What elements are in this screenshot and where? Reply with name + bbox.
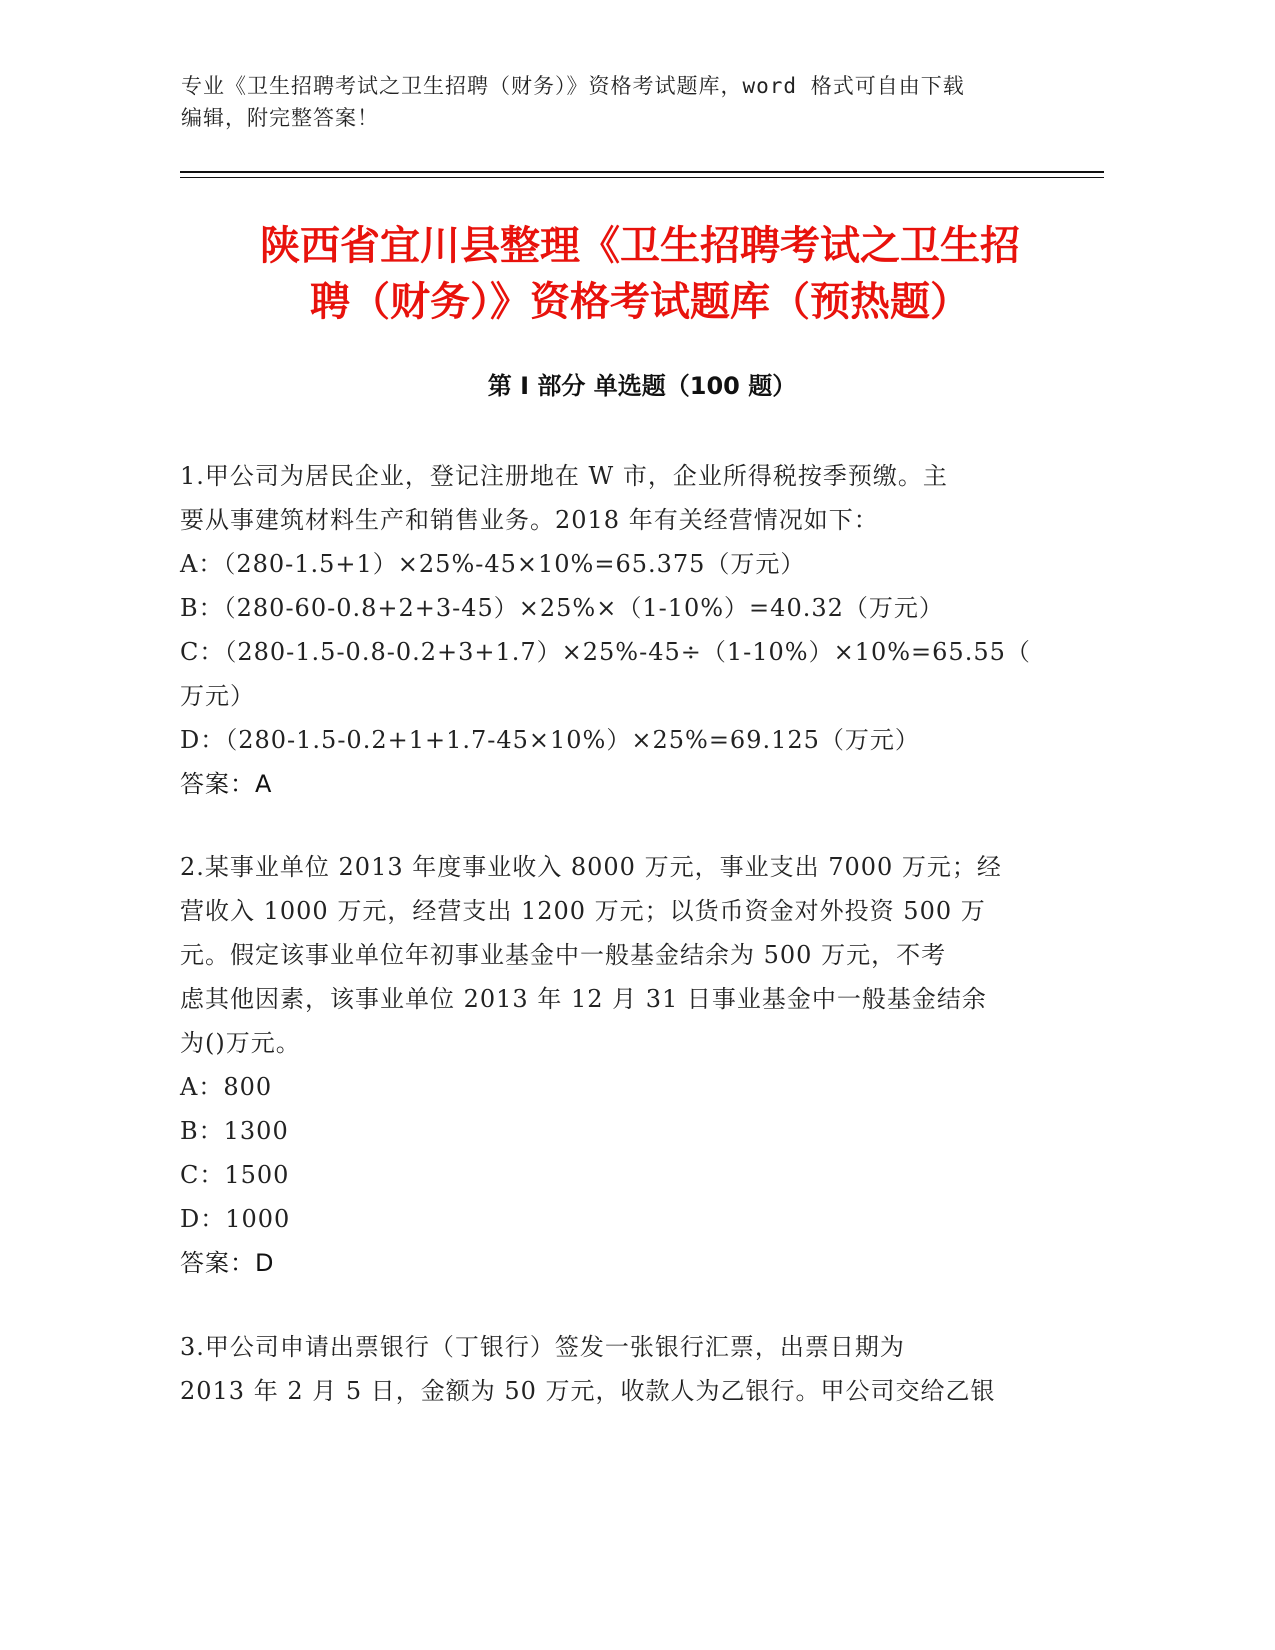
question-3 (180, 1325, 1040, 1413)
section-title: 第 I 部分 单选题（100 题） (487, 372, 797, 400)
option-c-continued: 万元） (180, 682, 255, 710)
question-stem-line: 3.甲公司申请出票银行（丁银行）签发一张银行汇票，出票日期为 (180, 1333, 905, 1361)
option-a: A：（280-1.5+1）×25%-45×10%=65.375（万元） (180, 550, 806, 578)
question-stem-line: 元。假定该事业单位年初事业基金中一般基金结余为 500 万元，不考 (180, 941, 947, 969)
option-c: C：1500 (180, 1161, 290, 1189)
question-stem-line: 1.甲公司为居民企业，登记注册地在 W 市，企业所得税按季预缴。主 (180, 462, 948, 490)
answer-label: 答案：A (180, 770, 273, 798)
question-stem-line: 2013 年 2 月 5 日，金额为 50 万元，收款人为乙银行。甲公司交给乙银 (180, 1377, 996, 1405)
header-note-line: 专业《卫生招聘考试之卫生招聘（财务）》资格考试题库，word 格式可自由下载 (181, 74, 965, 98)
option-b: B：（280-60-0.8+2+3-45）×25%×（1-10%）=40.32（万元） (180, 594, 944, 622)
header-divider-thin (180, 177, 1104, 178)
option-d: D：（280-1.5-0.2+1+1.7-45×10%）×25%=69.125（万元） (180, 726, 920, 754)
document-title (170, 218, 1110, 330)
title-line: 陕西省宜川县整理《卫生招聘考试之卫生招 (260, 223, 1020, 269)
title-line: 聘（财务）》资格考试题库（预热题） (310, 279, 970, 325)
question-1 (180, 454, 1040, 806)
option-d: D：1000 (180, 1205, 291, 1233)
question-stem-line: 虑其他因素，该事业单位 2013 年 12 月 31 日事业基金中一般基金结余 (180, 985, 987, 1013)
question-stem-line: 2.某事业单位 2013 年度事业收入 8000 万元，事业支出 7000 万元；经 (180, 853, 1002, 881)
answer-label: 答案：D (180, 1249, 275, 1277)
question-stem-line: 营收入 1000 万元，经营支出 1200 万元；以货币资金对外投资 500 万 (180, 897, 986, 925)
option-c: C：（280-1.5-0.8-0.2+3+1.7）×25%-45÷（1-10%）×10%=65.55（ (180, 638, 1031, 666)
header-note (181, 70, 1081, 134)
header-note-line: 编辑，附完整答案！ (181, 106, 379, 130)
question-stem-line: 为()万元。 (180, 1029, 301, 1057)
header-divider-thick (180, 171, 1104, 173)
option-a: A：800 (180, 1073, 273, 1101)
question-stem-line: 要从事建筑材料生产和销售业务。2018 年有关经营情况如下： (180, 506, 879, 534)
option-b: B：1300 (180, 1117, 289, 1145)
question-2 (180, 845, 1040, 1285)
